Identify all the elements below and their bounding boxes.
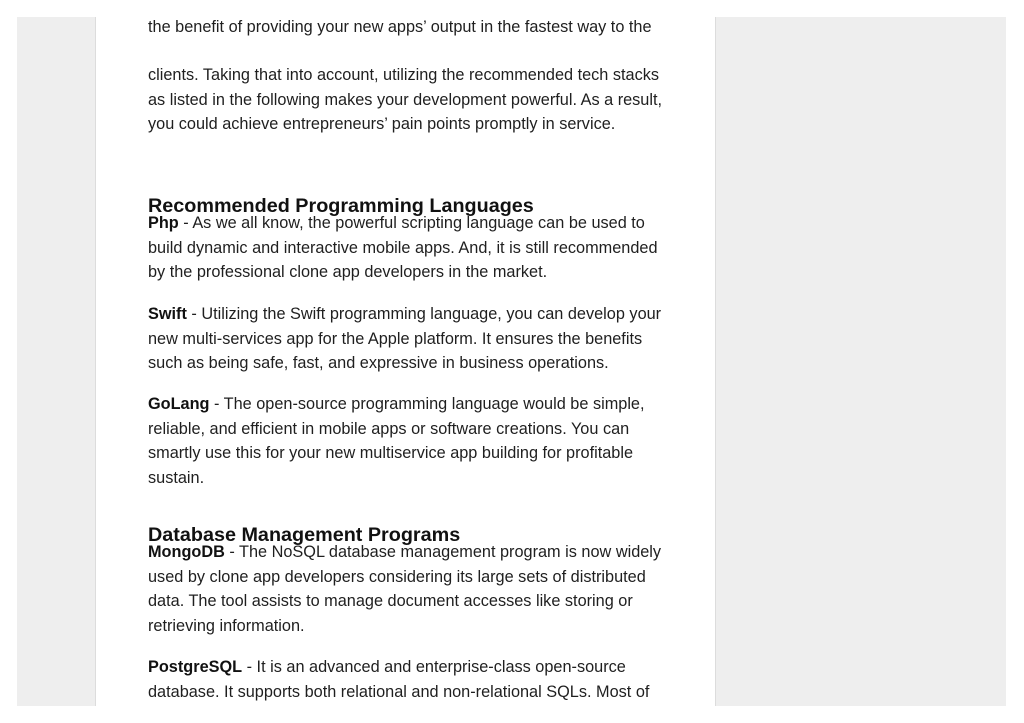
continued-text-line: the benefit of providing your new apps’ output in the fastest way to the	[148, 18, 652, 36]
database-item-mongodb	[148, 540, 664, 638]
language-term: Swift	[148, 305, 187, 323]
language-term: GoLang	[148, 395, 210, 413]
language-description: - Utilizing the Swift programming language, you can develop your new multi-services app for the Apple platform. It ensures the benefits such as being safe, fast, and expressive in business operations.	[148, 305, 662, 373]
intro-paragraph: clients. Taking that into account, utilizing the recommended tech stacks as listed in the following makes your development powerful. As a result, you could achieve entrepreneurs’ pain points promptly in service.	[148, 66, 663, 134]
database-term: PostgreSQL	[148, 658, 243, 676]
language-term: Php	[148, 214, 179, 232]
database-description: - It is an advanced and enterprise-class open-source database. It supports both relational and non-relational SQLs. Most of	[148, 658, 650, 701]
language-description: - The open-source programming language would be simple, reliable, and efficient in mobile apps or software creations. You can smartly use this for your new multiservice app building for profitable sustain.	[148, 395, 645, 487]
database-heading: Database Management Programs	[148, 524, 461, 547]
language-item-golang	[148, 392, 664, 490]
database-term: MongoDB	[148, 543, 225, 561]
languages-heading: Recommended Programming Languages	[148, 195, 534, 218]
language-item-php	[148, 211, 664, 285]
database-item-postgresql	[148, 655, 664, 704]
language-description: - As we all know, the powerful scripting language can be used to build dynamic and interactive mobile apps. And, it is still recommended by the professional clone app developers in the market.	[148, 214, 658, 282]
database-description: - The NoSQL database management program is now widely used by clone app developers considering its large sets of distributed data. The tool assists to manage document accesses like storing or retrieving information.	[148, 543, 662, 635]
document-page	[95, 17, 716, 706]
language-item-swift	[148, 302, 664, 376]
document-viewer[interactable]	[17, 17, 1006, 706]
